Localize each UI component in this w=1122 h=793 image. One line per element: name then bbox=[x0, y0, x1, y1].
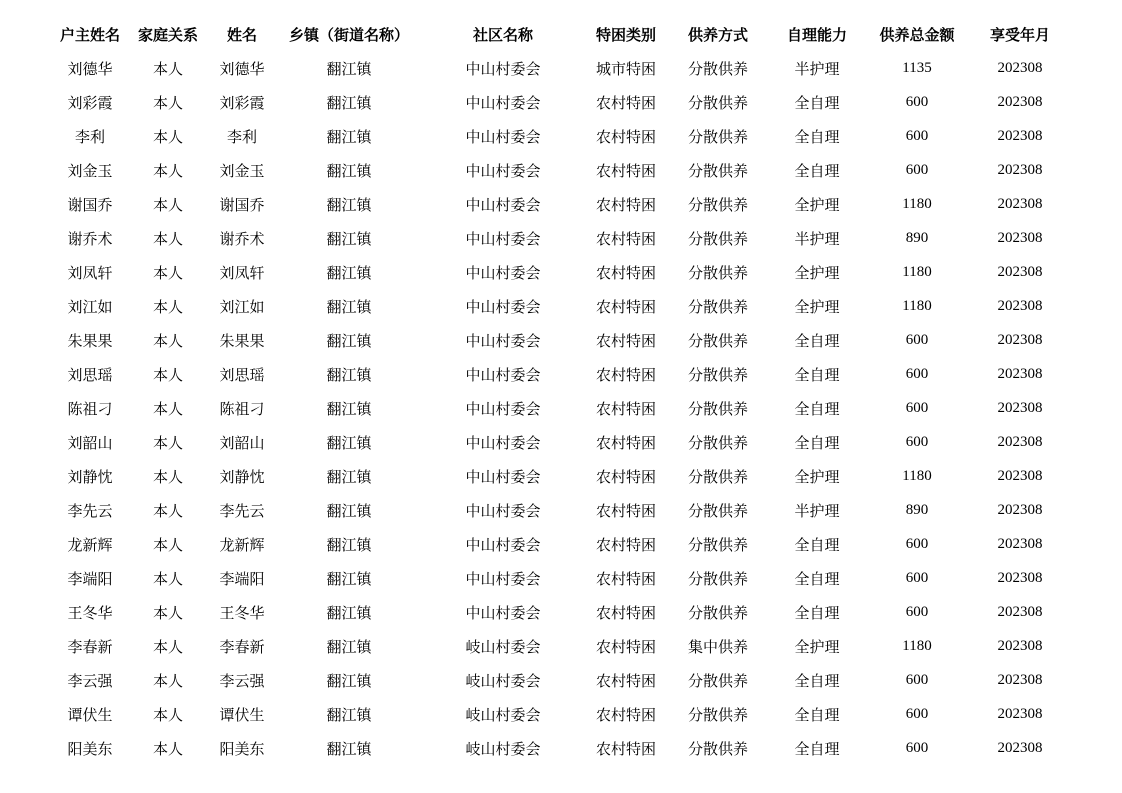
self-care-cell: 全自理 bbox=[794, 331, 840, 350]
year-month-cell: 202308 bbox=[997, 569, 1043, 586]
family-relation-cell: 本人 bbox=[152, 93, 183, 112]
category-cell: 农村特困 bbox=[595, 433, 656, 452]
table-row bbox=[51, 527, 1071, 561]
category-cell: 农村特困 bbox=[595, 297, 656, 316]
table-row bbox=[51, 459, 1071, 493]
community-cell: 中山村委会 bbox=[465, 93, 541, 112]
householder-name-cell: 刘凤轩 bbox=[67, 263, 113, 282]
table-row bbox=[51, 357, 1071, 391]
name-cell: 朱果果 bbox=[219, 331, 265, 350]
householder-name-cell: 谢乔术 bbox=[67, 229, 113, 248]
support-mode-cell: 分散供养 bbox=[687, 433, 748, 452]
householder-name-cell: 刘彩霞 bbox=[67, 93, 113, 112]
town-cell: 翻江镇 bbox=[326, 467, 372, 486]
total-amount-cell: 600 bbox=[905, 535, 929, 552]
householder-name-cell: 陈祖刁 bbox=[67, 399, 113, 418]
householder-name-cell: 刘静忱 bbox=[67, 467, 113, 486]
support-mode-cell: 分散供养 bbox=[687, 399, 748, 418]
community-cell: 岐山村委会 bbox=[465, 739, 541, 758]
support-mode-cell: 分散供养 bbox=[687, 195, 748, 214]
category-cell: 农村特困 bbox=[595, 161, 656, 180]
householder-name-cell: 李云强 bbox=[67, 671, 113, 690]
family-relation-cell: 本人 bbox=[152, 535, 183, 554]
support-mode-cell: 分散供养 bbox=[687, 671, 748, 690]
table-row bbox=[51, 323, 1071, 357]
header-row bbox=[51, 17, 1071, 51]
year-month-cell: 202308 bbox=[997, 127, 1043, 144]
family-relation-cell: 本人 bbox=[152, 433, 183, 452]
year-month-cell: 202308 bbox=[997, 603, 1043, 620]
name-cell: 刘金玉 bbox=[219, 161, 265, 180]
support-mode-cell: 分散供养 bbox=[687, 161, 748, 180]
table-row bbox=[51, 289, 1071, 323]
category-cell: 农村特困 bbox=[595, 671, 656, 690]
table-row bbox=[51, 255, 1071, 289]
self-care-cell: 全自理 bbox=[794, 399, 840, 418]
town-cell: 翻江镇 bbox=[326, 195, 372, 214]
householder-name-cell: 龙新辉 bbox=[67, 535, 113, 554]
householder-name-cell: 李端阳 bbox=[67, 569, 113, 588]
support-mode-cell: 分散供养 bbox=[687, 93, 748, 112]
support-mode-cell: 分散供养 bbox=[687, 263, 748, 282]
support-mode-cell: 分散供养 bbox=[687, 739, 748, 758]
community-cell: 中山村委会 bbox=[465, 263, 541, 282]
family-relation-cell: 本人 bbox=[152, 127, 183, 146]
total-amount-cell: 1180 bbox=[902, 637, 932, 654]
year-month-cell: 202308 bbox=[997, 433, 1043, 450]
self-care-cell: 全自理 bbox=[794, 739, 840, 758]
year-month-cell: 202308 bbox=[997, 739, 1043, 756]
total-amount-cell: 600 bbox=[905, 705, 929, 722]
table-row bbox=[51, 493, 1071, 527]
self-care-cell: 全自理 bbox=[794, 569, 840, 588]
support-mode-cell: 分散供养 bbox=[687, 127, 748, 146]
family-relation-cell: 本人 bbox=[152, 195, 183, 214]
support-mode-cell: 分散供养 bbox=[687, 535, 748, 554]
year-month-cell: 202308 bbox=[997, 297, 1043, 314]
family-relation-cell: 本人 bbox=[152, 467, 183, 486]
name-cell: 刘彩霞 bbox=[219, 93, 265, 112]
householder-name-cell: 阳美东 bbox=[67, 739, 113, 758]
town-cell: 翻江镇 bbox=[326, 535, 372, 554]
year-month-cell: 202308 bbox=[997, 161, 1043, 178]
header-town: 乡镇（街道名称） bbox=[288, 25, 409, 44]
support-mode-cell: 分散供养 bbox=[687, 331, 748, 350]
town-cell: 翻江镇 bbox=[326, 93, 372, 112]
family-relation-cell: 本人 bbox=[152, 331, 183, 350]
self-care-cell: 全自理 bbox=[794, 93, 840, 112]
category-cell: 农村特困 bbox=[595, 535, 656, 554]
total-amount-cell: 600 bbox=[905, 161, 929, 178]
householder-name-cell: 刘德华 bbox=[67, 59, 113, 78]
self-care-cell: 全自理 bbox=[794, 127, 840, 146]
support-mode-cell: 分散供养 bbox=[687, 569, 748, 588]
self-care-cell: 半护理 bbox=[794, 59, 840, 78]
table-row bbox=[51, 391, 1071, 425]
name-cell: 李利 bbox=[226, 127, 257, 146]
self-care-cell: 全护理 bbox=[794, 297, 840, 316]
name-cell: 陈祖刁 bbox=[219, 399, 265, 418]
category-cell: 农村特困 bbox=[595, 365, 656, 384]
self-care-cell: 全护理 bbox=[794, 467, 840, 486]
support-mode-cell: 集中供养 bbox=[687, 637, 748, 656]
householder-name-cell: 朱果果 bbox=[67, 331, 113, 350]
year-month-cell: 202308 bbox=[997, 229, 1043, 246]
town-cell: 翻江镇 bbox=[326, 671, 372, 690]
header-name: 姓名 bbox=[226, 25, 257, 44]
total-amount-cell: 600 bbox=[905, 93, 929, 110]
town-cell: 翻江镇 bbox=[326, 739, 372, 758]
town-cell: 翻江镇 bbox=[326, 365, 372, 384]
community-cell: 中山村委会 bbox=[465, 501, 541, 520]
year-month-cell: 202308 bbox=[997, 331, 1043, 348]
town-cell: 翻江镇 bbox=[326, 705, 372, 724]
support-mode-cell: 分散供养 bbox=[687, 365, 748, 384]
town-cell: 翻江镇 bbox=[326, 569, 372, 588]
self-care-cell: 全自理 bbox=[794, 161, 840, 180]
town-cell: 翻江镇 bbox=[326, 603, 372, 622]
community-cell: 中山村委会 bbox=[465, 161, 541, 180]
name-cell: 谢乔术 bbox=[219, 229, 265, 248]
householder-name-cell: 刘思瑶 bbox=[67, 365, 113, 384]
name-cell: 王冬华 bbox=[219, 603, 265, 622]
total-amount-cell: 1180 bbox=[902, 195, 932, 212]
table-row bbox=[51, 119, 1071, 153]
total-amount-cell: 1180 bbox=[902, 467, 932, 484]
community-cell: 中山村委会 bbox=[465, 535, 541, 554]
family-relation-cell: 本人 bbox=[152, 263, 183, 282]
year-month-cell: 202308 bbox=[997, 705, 1043, 722]
name-cell: 谭伏生 bbox=[219, 705, 265, 724]
category-cell: 农村特困 bbox=[595, 93, 656, 112]
self-care-cell: 全护理 bbox=[794, 263, 840, 282]
total-amount-cell: 600 bbox=[905, 569, 929, 586]
total-amount-cell: 600 bbox=[905, 365, 929, 382]
table-row bbox=[51, 629, 1071, 663]
community-cell: 中山村委会 bbox=[465, 365, 541, 384]
family-relation-cell: 本人 bbox=[152, 161, 183, 180]
name-cell: 李云强 bbox=[219, 671, 265, 690]
support-mode-cell: 分散供养 bbox=[687, 229, 748, 248]
table-row bbox=[51, 221, 1071, 255]
community-cell: 岐山村委会 bbox=[465, 671, 541, 690]
name-cell: 李端阳 bbox=[219, 569, 265, 588]
category-cell: 农村特困 bbox=[595, 739, 656, 758]
table-row bbox=[51, 153, 1071, 187]
family-relation-cell: 本人 bbox=[152, 603, 183, 622]
category-cell: 农村特困 bbox=[595, 127, 656, 146]
family-relation-cell: 本人 bbox=[152, 59, 183, 78]
year-month-cell: 202308 bbox=[997, 671, 1043, 688]
table-row bbox=[51, 731, 1071, 765]
category-cell: 农村特困 bbox=[595, 399, 656, 418]
family-relation-cell: 本人 bbox=[152, 637, 183, 656]
family-relation-cell: 本人 bbox=[152, 501, 183, 520]
total-amount-cell: 600 bbox=[905, 433, 929, 450]
self-care-cell: 全自理 bbox=[794, 365, 840, 384]
total-amount-cell: 600 bbox=[905, 127, 929, 144]
community-cell: 中山村委会 bbox=[465, 467, 541, 486]
town-cell: 翻江镇 bbox=[326, 433, 372, 452]
community-cell: 中山村委会 bbox=[465, 229, 541, 248]
self-care-cell: 全自理 bbox=[794, 705, 840, 724]
support-mode-cell: 分散供养 bbox=[687, 705, 748, 724]
table-row bbox=[51, 697, 1071, 731]
self-care-cell: 半护理 bbox=[794, 229, 840, 248]
family-relation-cell: 本人 bbox=[152, 399, 183, 418]
name-cell: 龙新辉 bbox=[219, 535, 265, 554]
header-support-mode: 供养方式 bbox=[687, 25, 748, 44]
category-cell: 农村特困 bbox=[595, 603, 656, 622]
table-row bbox=[51, 595, 1071, 629]
family-relation-cell: 本人 bbox=[152, 739, 183, 758]
total-amount-cell: 1180 bbox=[902, 297, 932, 314]
header-self-care: 自理能力 bbox=[786, 25, 847, 44]
year-month-cell: 202308 bbox=[997, 467, 1043, 484]
table-body bbox=[51, 51, 1071, 765]
community-cell: 中山村委会 bbox=[465, 331, 541, 350]
year-month-cell: 202308 bbox=[997, 399, 1043, 416]
header-category: 特困类别 bbox=[595, 25, 656, 44]
total-amount-cell: 1180 bbox=[902, 263, 932, 280]
name-cell: 李春新 bbox=[219, 637, 265, 656]
householder-name-cell: 刘韶山 bbox=[67, 433, 113, 452]
header-total-amount: 供养总金额 bbox=[879, 25, 955, 44]
category-cell: 农村特困 bbox=[595, 467, 656, 486]
name-cell: 谢国乔 bbox=[219, 195, 265, 214]
householder-name-cell: 李利 bbox=[74, 127, 105, 146]
family-relation-cell: 本人 bbox=[152, 705, 183, 724]
community-cell: 中山村委会 bbox=[465, 433, 541, 452]
name-cell: 刘德华 bbox=[219, 59, 265, 78]
table-row bbox=[51, 187, 1071, 221]
community-cell: 中山村委会 bbox=[465, 195, 541, 214]
year-month-cell: 202308 bbox=[997, 59, 1043, 76]
self-care-cell: 全自理 bbox=[794, 671, 840, 690]
householder-name-cell: 谢国乔 bbox=[67, 195, 113, 214]
year-month-cell: 202308 bbox=[997, 535, 1043, 552]
category-cell: 城市特困 bbox=[595, 59, 656, 78]
name-cell: 李先云 bbox=[219, 501, 265, 520]
support-mode-cell: 分散供养 bbox=[687, 467, 748, 486]
table-row bbox=[51, 51, 1071, 85]
self-care-cell: 半护理 bbox=[794, 501, 840, 520]
support-mode-cell: 分散供养 bbox=[687, 501, 748, 520]
community-cell: 中山村委会 bbox=[465, 59, 541, 78]
community-cell: 中山村委会 bbox=[465, 603, 541, 622]
householder-name-cell: 李春新 bbox=[67, 637, 113, 656]
town-cell: 翻江镇 bbox=[326, 161, 372, 180]
self-care-cell: 全自理 bbox=[794, 603, 840, 622]
category-cell: 农村特困 bbox=[595, 705, 656, 724]
category-cell: 农村特困 bbox=[595, 569, 656, 588]
town-cell: 翻江镇 bbox=[326, 263, 372, 282]
town-cell: 翻江镇 bbox=[326, 501, 372, 520]
name-cell: 刘思瑶 bbox=[219, 365, 265, 384]
family-relation-cell: 本人 bbox=[152, 569, 183, 588]
category-cell: 农村特困 bbox=[595, 501, 656, 520]
householder-name-cell: 刘江如 bbox=[67, 297, 113, 316]
name-cell: 刘凤轩 bbox=[219, 263, 265, 282]
community-cell: 中山村委会 bbox=[465, 297, 541, 316]
town-cell: 翻江镇 bbox=[326, 59, 372, 78]
name-cell: 阳美东 bbox=[219, 739, 265, 758]
name-cell: 刘静忱 bbox=[219, 467, 265, 486]
total-amount-cell: 1135 bbox=[902, 59, 932, 76]
year-month-cell: 202308 bbox=[997, 263, 1043, 280]
community-cell: 岐山村委会 bbox=[465, 637, 541, 656]
category-cell: 农村特困 bbox=[595, 263, 656, 282]
community-cell: 岐山村委会 bbox=[465, 705, 541, 724]
householder-name-cell: 李先云 bbox=[67, 501, 113, 520]
total-amount-cell: 600 bbox=[905, 399, 929, 416]
year-month-cell: 202308 bbox=[997, 365, 1043, 382]
header-community: 社区名称 bbox=[472, 25, 533, 44]
family-relation-cell: 本人 bbox=[152, 365, 183, 384]
support-mode-cell: 分散供养 bbox=[687, 297, 748, 316]
category-cell: 农村特困 bbox=[595, 331, 656, 350]
self-care-cell: 全自理 bbox=[794, 433, 840, 452]
header-householder-name: 户主姓名 bbox=[59, 25, 120, 44]
category-cell: 农村特困 bbox=[595, 229, 656, 248]
town-cell: 翻江镇 bbox=[326, 637, 372, 656]
community-cell: 中山村委会 bbox=[465, 399, 541, 418]
year-month-cell: 202308 bbox=[997, 195, 1043, 212]
total-amount-cell: 600 bbox=[905, 331, 929, 348]
householder-name-cell: 谭伏生 bbox=[67, 705, 113, 724]
total-amount-cell: 890 bbox=[905, 229, 929, 246]
total-amount-cell: 890 bbox=[905, 501, 929, 518]
town-cell: 翻江镇 bbox=[326, 127, 372, 146]
table-row bbox=[51, 663, 1071, 697]
table-row bbox=[51, 425, 1071, 459]
total-amount-cell: 600 bbox=[905, 671, 929, 688]
support-mode-cell: 分散供养 bbox=[687, 603, 748, 622]
table-row bbox=[51, 85, 1071, 119]
total-amount-cell: 600 bbox=[905, 739, 929, 756]
header-year-month: 享受年月 bbox=[989, 25, 1050, 44]
category-cell: 农村特困 bbox=[595, 195, 656, 214]
year-month-cell: 202308 bbox=[997, 637, 1043, 654]
year-month-cell: 202308 bbox=[997, 93, 1043, 110]
community-cell: 中山村委会 bbox=[465, 569, 541, 588]
name-cell: 刘韶山 bbox=[219, 433, 265, 452]
header-family-relation: 家庭关系 bbox=[137, 25, 198, 44]
community-cell: 中山村委会 bbox=[465, 127, 541, 146]
name-cell: 刘江如 bbox=[219, 297, 265, 316]
town-cell: 翻江镇 bbox=[326, 331, 372, 350]
householder-name-cell: 刘金玉 bbox=[67, 161, 113, 180]
category-cell: 农村特困 bbox=[595, 637, 656, 656]
town-cell: 翻江镇 bbox=[326, 399, 372, 418]
self-care-cell: 全护理 bbox=[794, 195, 840, 214]
family-relation-cell: 本人 bbox=[152, 671, 183, 690]
self-care-cell: 全护理 bbox=[794, 637, 840, 656]
year-month-cell: 202308 bbox=[997, 501, 1043, 518]
householder-name-cell: 王冬华 bbox=[67, 603, 113, 622]
town-cell: 翻江镇 bbox=[326, 297, 372, 316]
support-roster-table bbox=[51, 17, 1071, 765]
self-care-cell: 全自理 bbox=[794, 535, 840, 554]
support-mode-cell: 分散供养 bbox=[687, 59, 748, 78]
family-relation-cell: 本人 bbox=[152, 297, 183, 316]
family-relation-cell: 本人 bbox=[152, 229, 183, 248]
town-cell: 翻江镇 bbox=[326, 229, 372, 248]
total-amount-cell: 600 bbox=[905, 603, 929, 620]
table-row bbox=[51, 561, 1071, 595]
